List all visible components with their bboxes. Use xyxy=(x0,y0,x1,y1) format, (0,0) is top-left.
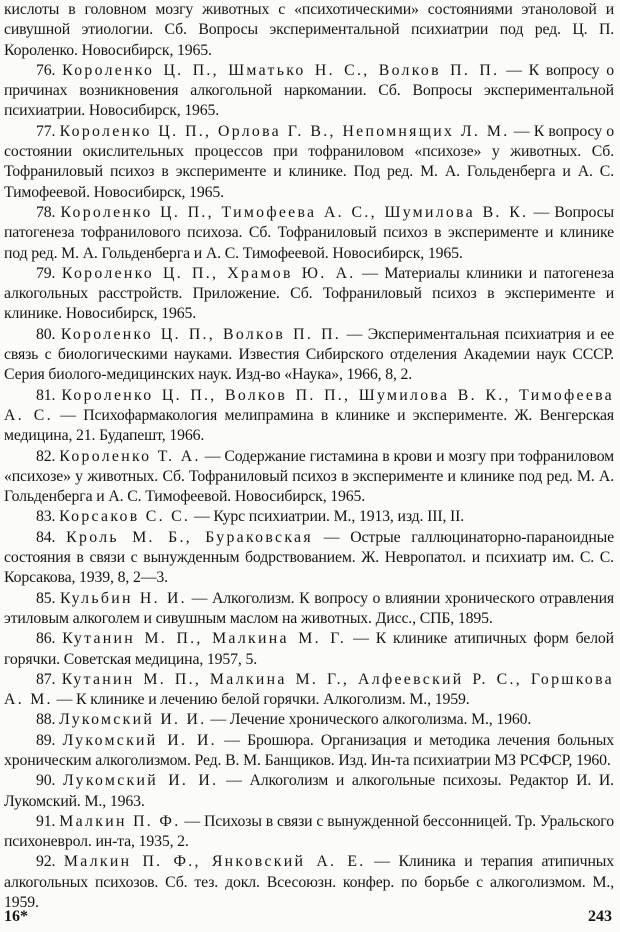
bibliography-entry-79 xyxy=(4,264,614,325)
bibliography-list xyxy=(4,0,614,913)
bibliography-entry-88 xyxy=(4,710,614,730)
entry-text: — Курс психиатрии. М., 1913, изд. III, II. xyxy=(190,508,465,526)
entry-authors: Лукомский И. И. xyxy=(59,711,207,729)
entry-text: — Лечение хронического алкоголизма. М., 1960. xyxy=(206,711,532,729)
bibliography-entry-81 xyxy=(4,386,614,447)
entry-number: 76. xyxy=(36,61,56,79)
entry-text: — Материалы клиники и патогенеза алкогольных расстройств. Приложение. Сб. Тофраниловый психоз в эксперименте и клинике. Новосибирск, 1965. xyxy=(4,264,614,323)
bibliography-entry-83 xyxy=(4,507,614,527)
entry-authors: Короленко Т. А. xyxy=(59,447,201,465)
entry-number: 85. xyxy=(36,589,56,607)
bibliography-entry-84 xyxy=(4,528,614,589)
entry-number: 88. xyxy=(36,711,56,729)
entry-authors: Малкин П. Ф., Янковский А. Е. xyxy=(63,853,366,871)
entry-authors: Короленко Ц. П., Храмов Ю. А. xyxy=(61,264,356,282)
entry-text: — Алкоголизм. К вопросу о влиянии хронического отравления этиловым алкоголем и сивушным маслом на животных. Дисс., СПБ, 1895. xyxy=(4,589,614,627)
entry-number: 92. xyxy=(36,853,56,871)
entry-text: — К клинике и лечению белой горячки. Алкоголизм. М., 1959. xyxy=(52,691,470,709)
entry-number: 82. xyxy=(36,447,56,465)
entry-authors: Кутанин М. П., Малкина М. Г. xyxy=(62,630,347,648)
entry-number: 83. xyxy=(36,508,56,526)
entry-authors: Короленко Ц. П., Орлова Г. В., Непомнящих Л. М. xyxy=(59,122,510,140)
entry-number: 87. xyxy=(36,670,56,688)
page-number: 243 xyxy=(588,908,612,925)
bibliography-entry-87 xyxy=(4,670,614,711)
entry-authors: Корсаков С. С. xyxy=(59,508,191,526)
entry-number: 91. xyxy=(36,812,56,830)
bibliography-entry-continued xyxy=(4,0,614,61)
entry-number: 80. xyxy=(36,325,56,343)
entry-text: — Экспериментальная психиатрия и ее связь с биологическими науками. Известия Сибирского отделения Академии наук СССР. Серия биолого-медицинских наук. Изд-во «Наука», 1966, 8, 2. xyxy=(4,325,614,384)
entry-number: 86. xyxy=(36,630,56,648)
bibliography-entry-77 xyxy=(4,122,614,203)
entry-text: — Вопросы патогенеза тофранилового психоза. Сб. Тофраниловый психоз в эксперименте и клинике под ред. М. А. Гольденберга и А. С. Тимофеевой. Новосибирск, 1965. xyxy=(4,203,614,262)
entry-authors: Кутанин М. П., Малкина М. Г., Алфеевский Р. С., Горшкова А. М. xyxy=(4,670,614,709)
bibliography-entry-91 xyxy=(4,812,614,853)
entry-authors: Короленко Ц. П., Шматько Н. С., Волков П. П. xyxy=(62,61,500,79)
bibliography-entry-80 xyxy=(4,325,614,386)
entry-text: — К клинике атипичных форм белой горячки. Советская медицина, 1957, 5. xyxy=(4,630,614,668)
entry-authors: Лукомский И. И. xyxy=(63,772,219,790)
entry-number: 84. xyxy=(36,528,56,546)
entry-authors: Короленко Ц. П., Волков П. П. xyxy=(60,325,342,343)
entry-authors: Кроль М. Б., Бураковская xyxy=(66,528,313,546)
entry-number: 81. xyxy=(36,386,56,404)
entry-text: — Психозы в связи с вынужденной бессонницей. Тр. Уральского психоневрол. ин-та, 1935, 2. xyxy=(4,812,614,851)
entry-authors: Малкин П. Ф. xyxy=(59,812,181,830)
entry-text: — Алкоголизм и алкогольные психозы. Редактор И. И. Лукомский. М., 1963. xyxy=(4,772,614,810)
entry-authors: Короленко Ц. П., Волков П. П., Шумилова В. К., Тимофеева А. С. xyxy=(4,386,614,424)
bibliography-entry-86 xyxy=(4,629,614,670)
bibliography-entry-90 xyxy=(4,771,614,812)
entry-number: 78. xyxy=(36,203,56,221)
entry-authors: Короленко Ц. П., Тимофеева А. С., Шумилова В. К. xyxy=(60,203,529,221)
entry-text: — Содержание гистамина в крови и мозгу при тофраниловом «психозе» у животных. Сб. Тофраниловый психоз в эксперименте и клинике под ред. М. А. Гольденберга и А. С. Тимофеевой. Новосибирск, 1965. xyxy=(4,447,614,506)
entry-number: 79. xyxy=(36,264,56,282)
bibliography-entry-89 xyxy=(4,731,614,772)
page-footer xyxy=(4,908,612,926)
entry-text: — Психофармакология мелипрамина в клинике и эксперименте. Ж. Венгерская медицина, 21. Будапешт, 1966. xyxy=(4,406,614,445)
entry-number: 89. xyxy=(36,731,56,749)
bibliography-entry-82 xyxy=(4,447,614,508)
bibliography-entry-85 xyxy=(4,589,614,630)
entry-text: — Клиника и терапия атипичных алкогольных психозов. Сб. тез. докл. Всесоюзн. конфер. по борьбе с алкоголизмом. М., 1959. xyxy=(4,853,614,912)
bibliography-entry-92 xyxy=(4,852,614,913)
entry-authors: Лукомский И. И. xyxy=(62,731,217,749)
entry-number: 77. xyxy=(36,122,56,140)
signature-mark: 16* xyxy=(4,908,28,925)
entry-number: 90. xyxy=(36,772,56,790)
bibliography-entry-76 xyxy=(4,61,614,122)
entry-text: — К вопросу о состоянии окислительных процессов при тофраниловом «психозе» у животных. Сб. Тофраниловый психоз в эксперименте и клинике. Под ред. М. А. Гольденберга и А. С. Тимофеевой. Новосибирск, 1965. xyxy=(4,122,614,201)
bibliography-entry-78 xyxy=(4,203,614,264)
entry-text: — К вопросу о причинах возникновения алкогольной наркомании. Сб. Вопросы экспериментальной психиатрии. Новосибирск, 1965. xyxy=(4,61,615,120)
entry-authors: Кульбин Н. И. xyxy=(60,589,187,607)
entry-text: — Брошюра. Организация и методика лечения больных хроническим алкоголизмом. Ред. В. М. Банщиков. Изд. Ин-та психиатрии МЗ РСФСР, 1960. xyxy=(4,731,614,769)
entry-text: — Острые галлюцинаторно-параноидные состояния в связи с вынужденным бодрствованием. Ж. Невропатол. и психиатр им. С. С. Корсакова, 1939, 8, 2—3. xyxy=(4,528,614,587)
entry-text: кислоты в головном мозгу животных с «психотическими» состояниями этаноловой и сивушной этиологии. Сб. Вопросы экспериментальной психиатрии под ред. Ц. П. Короленко. Новосибирск, 1965. xyxy=(4,1,614,59)
